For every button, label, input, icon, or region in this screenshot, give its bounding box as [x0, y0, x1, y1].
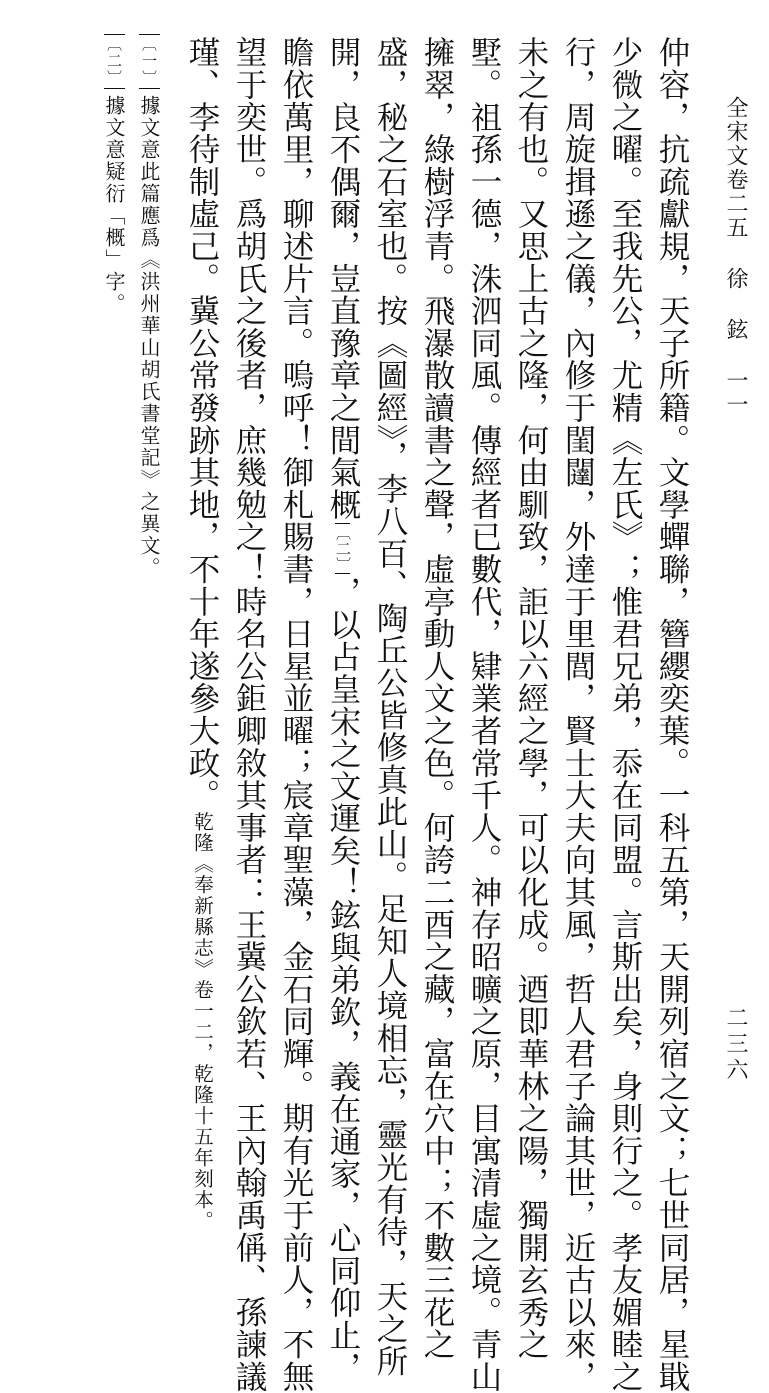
body-line-8-before-note: 開，良不偶爾，豈直豫章之間氣概	[325, 36, 361, 521]
body-line-8-after-note: ，以占皇宋之文運矣！鉉與弟欽，義在通家，心同仰止，	[325, 575, 361, 1384]
body-line-2: 少微之曜。至我先公，尤精《左氏》；惟君兄弟，忝在同盟。言斯出矣，身則行之。孝友媚睦之	[607, 36, 643, 1393]
body-line-10: 望于奕世。爲胡氏之後者，庶幾勉之！時名公鉅卿敘其事者：王冀公欽若、王內翰禹偁、孫諫議	[231, 36, 267, 1393]
footnote-1	[135, 34, 164, 579]
source-citation: 乾隆《奉新縣志》卷一二，乾隆十五年刻本。	[191, 811, 214, 1232]
body-line-3: 行，周旋揖遜之儀，內修于閨闥，外達于里閭，賢士大夫向其風，哲人君子論其世，近古以來，	[560, 36, 596, 1393]
body-line-8	[327, 36, 359, 1383]
body-line-4: 未之有也。又思上古之隆，何由馴致，詎以六經之學，可以化成。迺即華林之陽，獨開玄秀之	[513, 36, 549, 1361]
footnote-1-marker: 〔一〕	[140, 36, 158, 87]
body-line-6: 擁翠，綠樹浮青。飛瀑散讀書之聲，虛亭動人文之色。何誇二酉之藏，富在穴中；不數三花之	[419, 36, 455, 1361]
body-line-11-text: 瑾、李待制虛己。冀公常發跡其地，不十年遂參大政。	[184, 36, 220, 812]
footnote-1-text: 據文意此篇應爲《洪州華山胡氏書堂記》之異文。	[137, 95, 161, 579]
footnote-2	[100, 34, 129, 315]
page-number: 二三六	[723, 1006, 748, 1084]
footnote-2-text: 據文意疑衍「概」字。	[102, 95, 126, 315]
running-header-title: 全宋文卷二五 徐 鉉 一一	[723, 96, 748, 417]
footnote-2-marker: 〔二〕	[105, 36, 123, 87]
body-line-1: 仲容，抗疏獻規，天子所籍。文學蟬聯，簪纓奕葉。一科五第，天開列宿之文；七世同居，星戢	[654, 36, 690, 1393]
body-line-7: 盛，秘之石室也。按《圖經》，李八百、陶丘公皆修真此山。足知人境相忘，靈光有待，天之所	[372, 36, 408, 1377]
inline-footnote-marker: 〔二〕	[334, 524, 352, 572]
body-line-11	[186, 36, 218, 1231]
body-line-5: 墅。祖孫一德，洙泗同風。傳經者已數代，肄業者常千人。神存昭曠之原，目寓清虛之境。青山	[466, 36, 502, 1393]
body-line-9: 瞻依萬里，聊述片言。嗚呼！御札賜書，日星並曜；宸章聖藻，金石同輝。期有光于前人，不無	[278, 36, 314, 1393]
